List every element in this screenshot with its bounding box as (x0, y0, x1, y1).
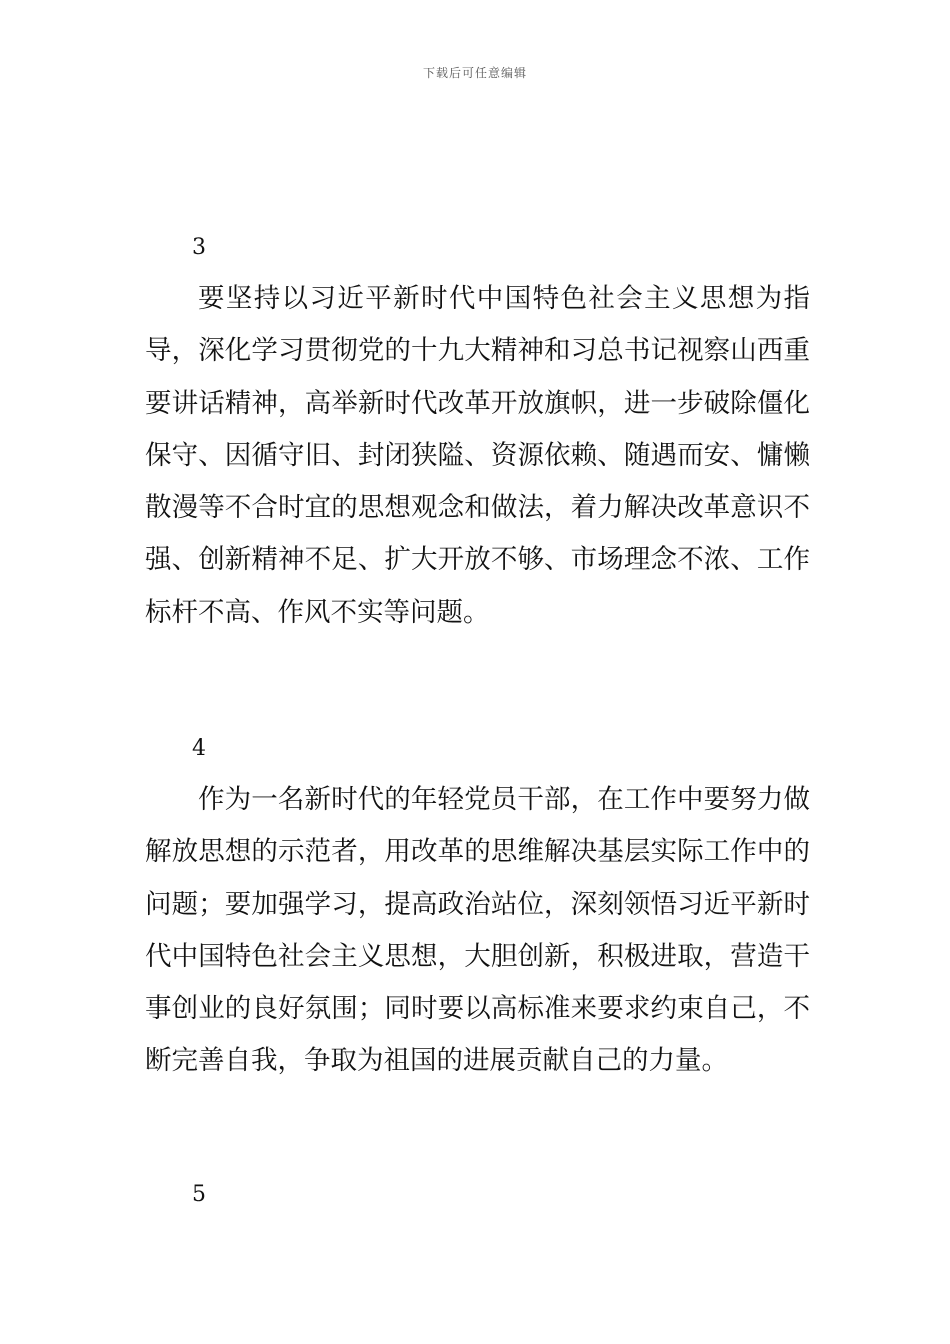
paragraph: 要坚持以习近平新时代中国特色社会主义思想为指导，深化学习贯彻党的十九大精神和习总书记视察山西重要讲话精神，高举新时代改革开放旗帜，进一步破除僵化保守、因循守旧、封闭狭隘、资源依赖、随遇而安、慵懒散漫等不合时宜的思想观念和做法，着力解决改革意识不强、创新精神不足、扩大开放不够、市场理念不浓、工作标杆不高、作风不实等问题。 (145, 283, 810, 628)
page-header: 下载后可任意编辑 (422, 66, 527, 80)
section-number: 3 (192, 235, 206, 260)
paragraph: 作为一名新时代的年轻党员干部，在工作中要努力做解放思想的示范者，用改革的思维解决基层实际工作中的问题；要加强学习，提高政治站位，深刻领悟习近平新时代中国特色社会主义思想，大胆创新，积极进取，营造干事创业的良好氛围；同时要以高标准来要求约束自己，不断完善自我，争取为祖国的进展贡献自己的力量。 (145, 784, 810, 1077)
section-number: 5 (192, 1182, 206, 1207)
section-number: 4 (192, 736, 206, 761)
